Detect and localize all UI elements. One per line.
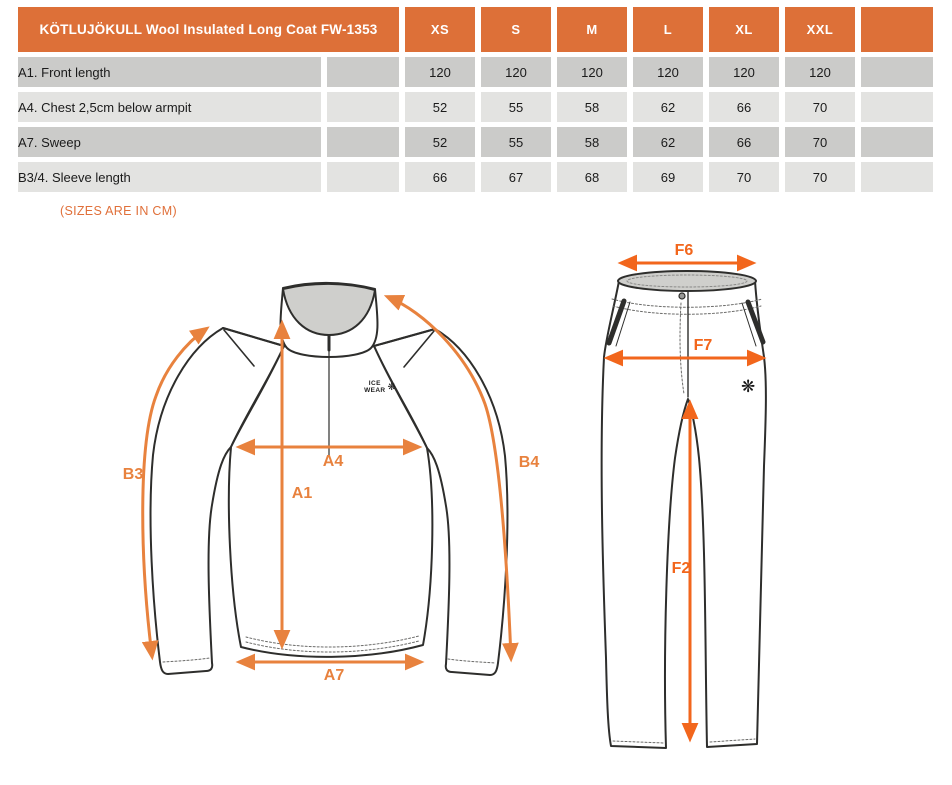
label-b3: B3 bbox=[122, 466, 144, 483]
row-label: A1. Front length bbox=[18, 57, 321, 87]
size-value-cell: 52 bbox=[405, 92, 475, 122]
size-value-cell: 62 bbox=[633, 127, 703, 157]
size-value-cell: 58 bbox=[557, 127, 627, 157]
product-title: KÖTLUJÖKULL Wool Insulated Long Coat FW-1353 bbox=[18, 7, 399, 52]
pants-silhouette bbox=[602, 274, 766, 749]
size-value-cell: 66 bbox=[709, 92, 779, 122]
label-f7: F7 bbox=[693, 337, 713, 354]
waist-button bbox=[679, 293, 685, 299]
label-f2: F2 bbox=[671, 560, 691, 577]
label-a4: A4 bbox=[322, 453, 344, 470]
size-value-cell: 70 bbox=[785, 162, 855, 192]
label-a7: A7 bbox=[323, 667, 345, 684]
icewear-logo bbox=[355, 381, 405, 394]
size-col-header-xl: XL bbox=[709, 7, 779, 52]
size-value-cell: 69 bbox=[633, 162, 703, 192]
size-col-header-s: S bbox=[481, 7, 551, 52]
size-value-cell: 120 bbox=[785, 57, 855, 87]
size-value-cell: 66 bbox=[709, 127, 779, 157]
sizes-in-cm-note: (SIZES ARE IN CM) bbox=[60, 204, 177, 218]
size-value-cell: 70 bbox=[785, 127, 855, 157]
size-value-cell: 120 bbox=[557, 57, 627, 87]
snowflake-icon: ❋ bbox=[387, 381, 396, 393]
size-value-cell: 70 bbox=[785, 92, 855, 122]
size-value-cell: 62 bbox=[633, 92, 703, 122]
size-value-cell: 120 bbox=[709, 57, 779, 87]
pants-diagram bbox=[602, 263, 766, 748]
size-col-header-xxl: XXL bbox=[785, 7, 855, 52]
row-label: B3/4. Sleeve length bbox=[18, 162, 321, 192]
label-f6: F6 bbox=[674, 242, 694, 259]
size-value-cell: 55 bbox=[481, 127, 551, 157]
waist-opening bbox=[618, 271, 756, 291]
size-value-cell: 120 bbox=[405, 57, 475, 87]
row-label: A7. Sweep bbox=[18, 127, 321, 157]
size-value-cell: 52 bbox=[405, 127, 475, 157]
size-value-cell: 58 bbox=[557, 92, 627, 122]
size-col-header-m: M bbox=[557, 7, 627, 52]
logo-text-wear: WEAR bbox=[364, 386, 386, 394]
size-value-cell: 120 bbox=[633, 57, 703, 87]
size-value-cell: 70 bbox=[709, 162, 779, 192]
size-value-cell: 120 bbox=[481, 57, 551, 87]
size-value-cell: 55 bbox=[481, 92, 551, 122]
size-value-cell: 66 bbox=[405, 162, 475, 192]
label-a1: A1 bbox=[291, 485, 313, 502]
size-value-cell: 68 bbox=[557, 162, 627, 192]
sweater-diagram bbox=[143, 283, 511, 675]
size-value-cell: 67 bbox=[481, 162, 551, 192]
row-label: A4. Chest 2,5cm below armpit bbox=[18, 92, 321, 122]
label-b4: B4 bbox=[518, 454, 540, 471]
size-col-header-xs: XS bbox=[405, 7, 475, 52]
size-col-header-l: L bbox=[633, 7, 703, 52]
logo-text-ice: ICE bbox=[368, 380, 381, 387]
snowflake-icon: ❋ bbox=[741, 377, 756, 397]
